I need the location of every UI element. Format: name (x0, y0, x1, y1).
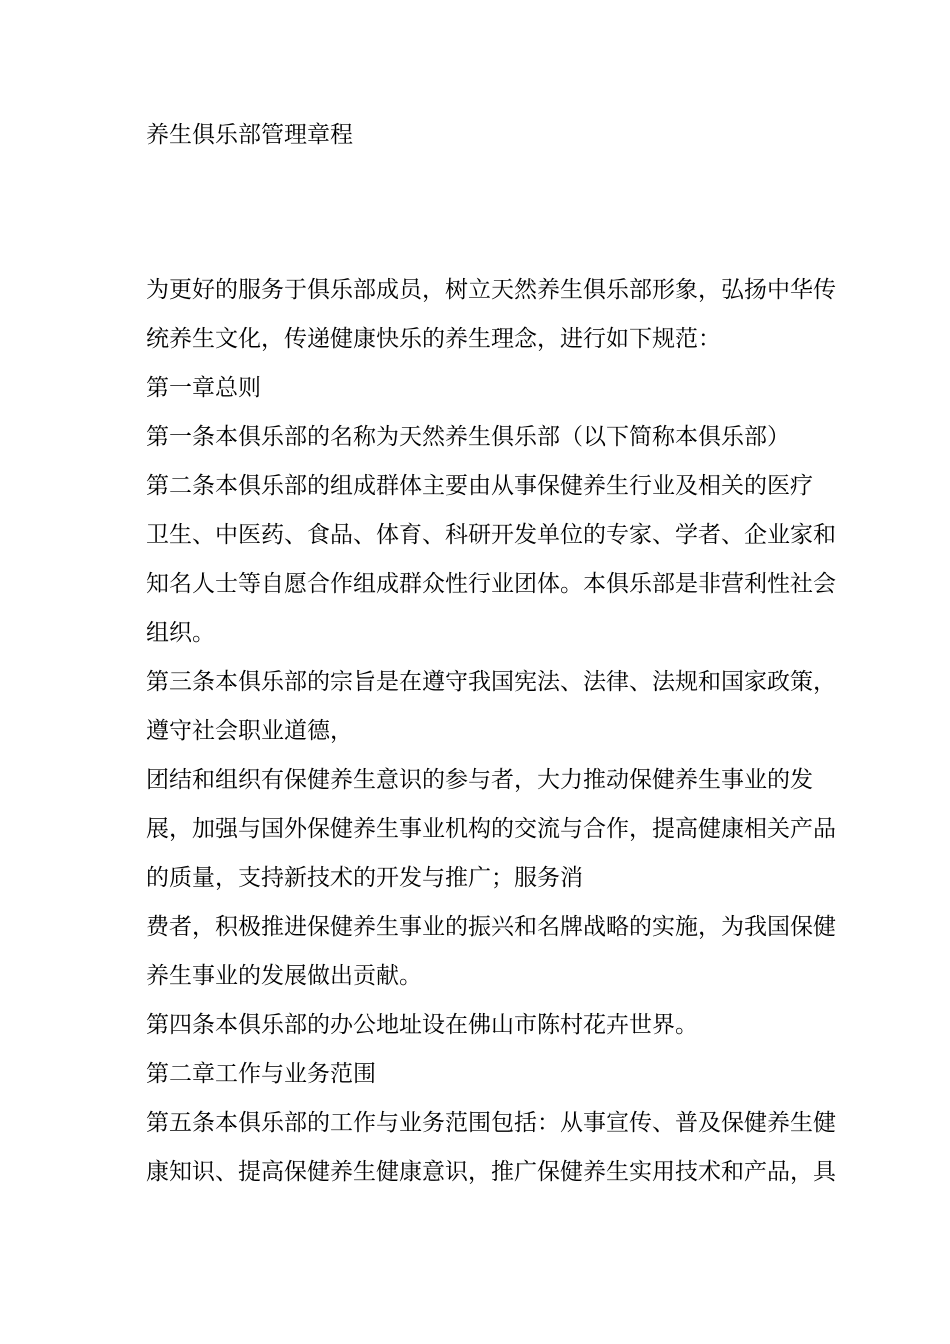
body-line: 知名人士等自愿合作组成群众性行业团体。本俱乐部是非营利性社会 (146, 571, 836, 597)
body-line: 组织。 (146, 620, 215, 646)
chapter-heading: 第二章工作与业务范围 (146, 1061, 376, 1087)
body-line: 卫生、中医药、食品、体育、科研开发单位的专家、学者、企业家和 (146, 522, 836, 548)
body-line: 第五条本俱乐部的工作与业务范围包括：从事宣传、普及保健养生健 (146, 1110, 836, 1136)
chapter-heading: 第一章总则 (146, 375, 261, 401)
document-title: 养生俱乐部管理章程 (146, 122, 353, 148)
body-line: 康知识、提高保健养生健康意识，推广保健养生实用技术和产品，具 (146, 1159, 836, 1185)
body-line: 第一条本俱乐部的名称为天然养生俱乐部（以下简称本俱乐部） (146, 424, 790, 450)
body-line: 费者，积极推进保健养生事业的振兴和名牌战略的实施，为我国保健 (146, 914, 836, 940)
body-line: 团结和组织有保健养生意识的参与者，大力推动保健养生事业的发 (146, 767, 813, 793)
body-line: 养生事业的发展做出贡献。 (146, 963, 422, 989)
body-line: 第三条本俱乐部的宗旨是在遵守我国宪法、法律、法规和国家政策， (146, 669, 836, 695)
body-line: 展，加强与国外保健养生事业机构的交流与合作，提高健康相关产品 (146, 816, 836, 842)
document-body (146, 266, 836, 1197)
body-line: 的质量，支持新技术的开发与推广；服务消 (146, 865, 583, 891)
body-line: 统养生文化，传递健康快乐的养生理念，进行如下规范： (146, 326, 721, 352)
body-line: 为更好的服务于俱乐部成员，树立天然养生俱乐部形象，弘扬中华传 (146, 277, 836, 303)
body-line: 遵守社会职业道德， (146, 718, 353, 744)
body-line: 第二条本俱乐部的组成群体主要由从事保健养生行业及相关的医疗 (146, 473, 813, 499)
body-line: 第四条本俱乐部的办公地址设在佛山市陈村花卉世界。 (146, 1012, 698, 1038)
